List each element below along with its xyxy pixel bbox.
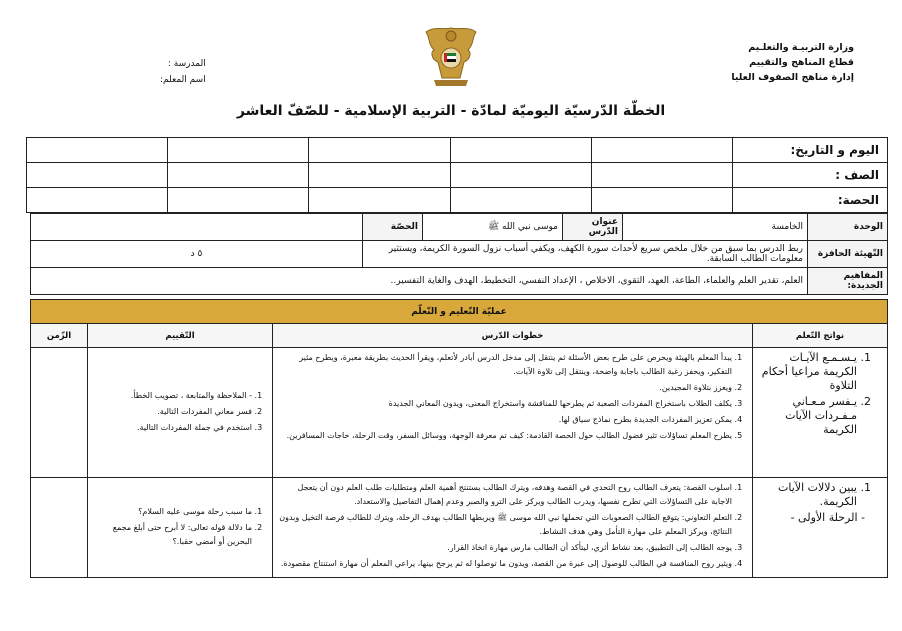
info-cell[interactable] [168,138,309,163]
assessment-item: 1. ما سبب رحلة موسى عليه السلام؟ [92,505,252,519]
time-header: الزّمن [31,324,88,348]
process-section-title: عمليّة التّعليم و التّعلّم [31,300,888,324]
grade-label: الصف : [733,163,888,188]
day-date-label: اليوم و التاريخ: [733,138,888,163]
department-line: إدارة مناهج الصفوف العليا [731,72,854,83]
steps-cell [273,478,753,578]
time-cell[interactable] [31,478,88,578]
info-cell[interactable] [168,188,309,213]
outcome-item: 1. يبين دلالات الآيات الكريمة. [757,481,857,509]
unit-label: الوحدة [808,214,888,241]
step-item: 4. ويثير روح المنافسة في الطالب للوصول إلى عبرة من القصة، ويدون ما توصلوا له ثم يرجح بينها، يراعي المعلم أن مهارة استنتاج مقصودة. [277,557,732,571]
steps-header: خطوات الدّرس [273,324,753,348]
info-cell[interactable] [168,163,309,188]
step-item: 3. يكلف الطلاب باستخراج المفردات الصعبة ثم يطرحها للمناقشة واستخراج المعنى، ويدون المعاني الجديدة [277,397,732,411]
ministry-line: وزارة التربيـة والتعلـيم [748,42,854,53]
step-item: 2. ويعزز بتلاوة المجيدين. [277,381,732,395]
info-cell[interactable] [450,163,591,188]
info-cell[interactable] [27,188,168,213]
steps-cell [273,348,753,478]
outcomes-cell [753,348,888,478]
teacher-label: اسم المعلم: [160,75,206,85]
info-cell[interactable] [309,188,450,213]
assessment-item: 2. ما دلالة قوله تعالى: لا أبرح حتى أبلغ مجمع البحرين أو أمضي حقبا.؟ [92,521,252,549]
step-item: 1. اسلوب القصة: يتعرف الطالب روح التحدي في القصة وهدفه، ويترك الطالب يستنتج أهمية العلم ومتطلبات طلب العلم دون أن يتعجل الاجابة على التساؤلات التي تطرح نفسها، ويدرب الطالب ويركز على الترو والصبر وعدم إهمال التفاصيل والاستعداد. [277,481,732,509]
page-title: الخطّة الدّرسيّة اليوميّة لمادّة - التربية الإسلامية - للصّفّ العاشر [236,103,666,119]
assessment-item: 2. فسر معاني المفردات التالية. [92,405,252,419]
school-teacher-fields [160,56,206,88]
info-cell[interactable] [591,188,732,213]
assessment-cell [88,348,273,478]
info-cell[interactable] [27,163,168,188]
assessment-item: 3. استخدم في جملة المفردات التالية. [92,421,252,435]
step-item: 3. يوجه الطالب إلى التطبيق، بعد نشاط أثري، ليتأكد أن الطالب مارس مهارة اتخاذ القرار. [277,541,732,555]
info-table [26,137,888,213]
info-cell[interactable] [450,138,591,163]
lesson-title-value: موسى نبي الله ﷺ [423,214,563,241]
unit-value: الخامسة [623,214,808,241]
period-cell-label: الحصّة [363,214,423,241]
outcome-subtitle: - الرحلة الأولى - [790,511,865,524]
step-item: 4. يمكن تعزيز المفردات الجديدة بطرح نماذج سياق لها. [277,413,732,427]
info-cell[interactable] [309,163,450,188]
assessment-header: التّقييم [88,324,273,348]
hook-time: ٥ د [31,241,363,268]
sector-line: قطاع المناهج والتقييم [749,57,854,68]
outcome-item: 2. يـفسر مـعـاني مـفـردات الآيات الكريمة [757,395,857,437]
uae-emblem-icon [420,22,482,90]
lesson-title-label: عنوان الدّرس [563,214,623,241]
assessment-cell [88,478,273,578]
ministry-header [731,40,854,85]
outcome-item: 1. يـسـمـع الآيـات الكريمة مراعيا أحكام التلاوة [757,351,857,393]
step-item: 2. التعلم التعاوني: يتوقع الطالب الصعوبات التي تحملها نبي الله موسى ﷺ ويربطها الطالب بهدف الرحلة، ويترك للطالب فرصة التخيل وبدون النتائج، ويركز المعلم على مهارة التأمل وهي هدف النشاط. [277,511,732,539]
info-cell[interactable] [591,163,732,188]
info-cell[interactable] [309,138,450,163]
school-label: المدرسة : [167,59,206,69]
time-cell[interactable] [31,348,88,478]
assessment-item: 1. - الملاحظة والمتابعة ، تصويب الخطأ. [92,389,252,403]
hook-label: التّهيئة الحافزة [808,241,888,268]
concepts-label: المفاهيم الجديدة: [808,268,888,295]
step-item: 1. يبدأ المعلم بالهيئة ويحرص على طرح بعض الأسئلة ثم ينتقل إلى مدخل الدرس أبادر لأتعلم، ويقرأ الحديث بطريقة معبرة، ويطرح مثير التفكير، ويحفز رغبة الطالب باجابة واضحة، وينتقل إلى تلاوة الآيات. [277,351,732,379]
info-cell[interactable] [450,188,591,213]
outcomes-header: نواتج التّعلم [753,324,888,348]
period-label: الحصة: [733,188,888,213]
process-table [30,299,888,578]
info-cell[interactable] [591,138,732,163]
concepts-text: العلم، تقدير العلم والعلماء، الطاعة، العهد، التقوى، الاخلاص ، الإعداد النفسي، التخطيط، الهدف والغاية التفسير.. [31,268,808,295]
lesson-table [30,213,888,295]
period-value[interactable] [31,214,363,241]
info-cell[interactable] [27,138,168,163]
hook-text: ربط الدرس بما سبق من خلال ملخص سريع لأحداث سورة الكهف، ويكفي أسباب نزول السورة الكريمة، ويستثير معلومات الطالب السابقة. [363,241,808,268]
step-item: 5. يطرح المعلم تساؤلات تثير فضول الطالب حول الحصة القادمة: كيف تم معرفة الوجهة، ووسائل السفر، وقت الرحلة، حاجات المسافرين. [277,429,732,443]
outcomes-cell [753,478,888,578]
